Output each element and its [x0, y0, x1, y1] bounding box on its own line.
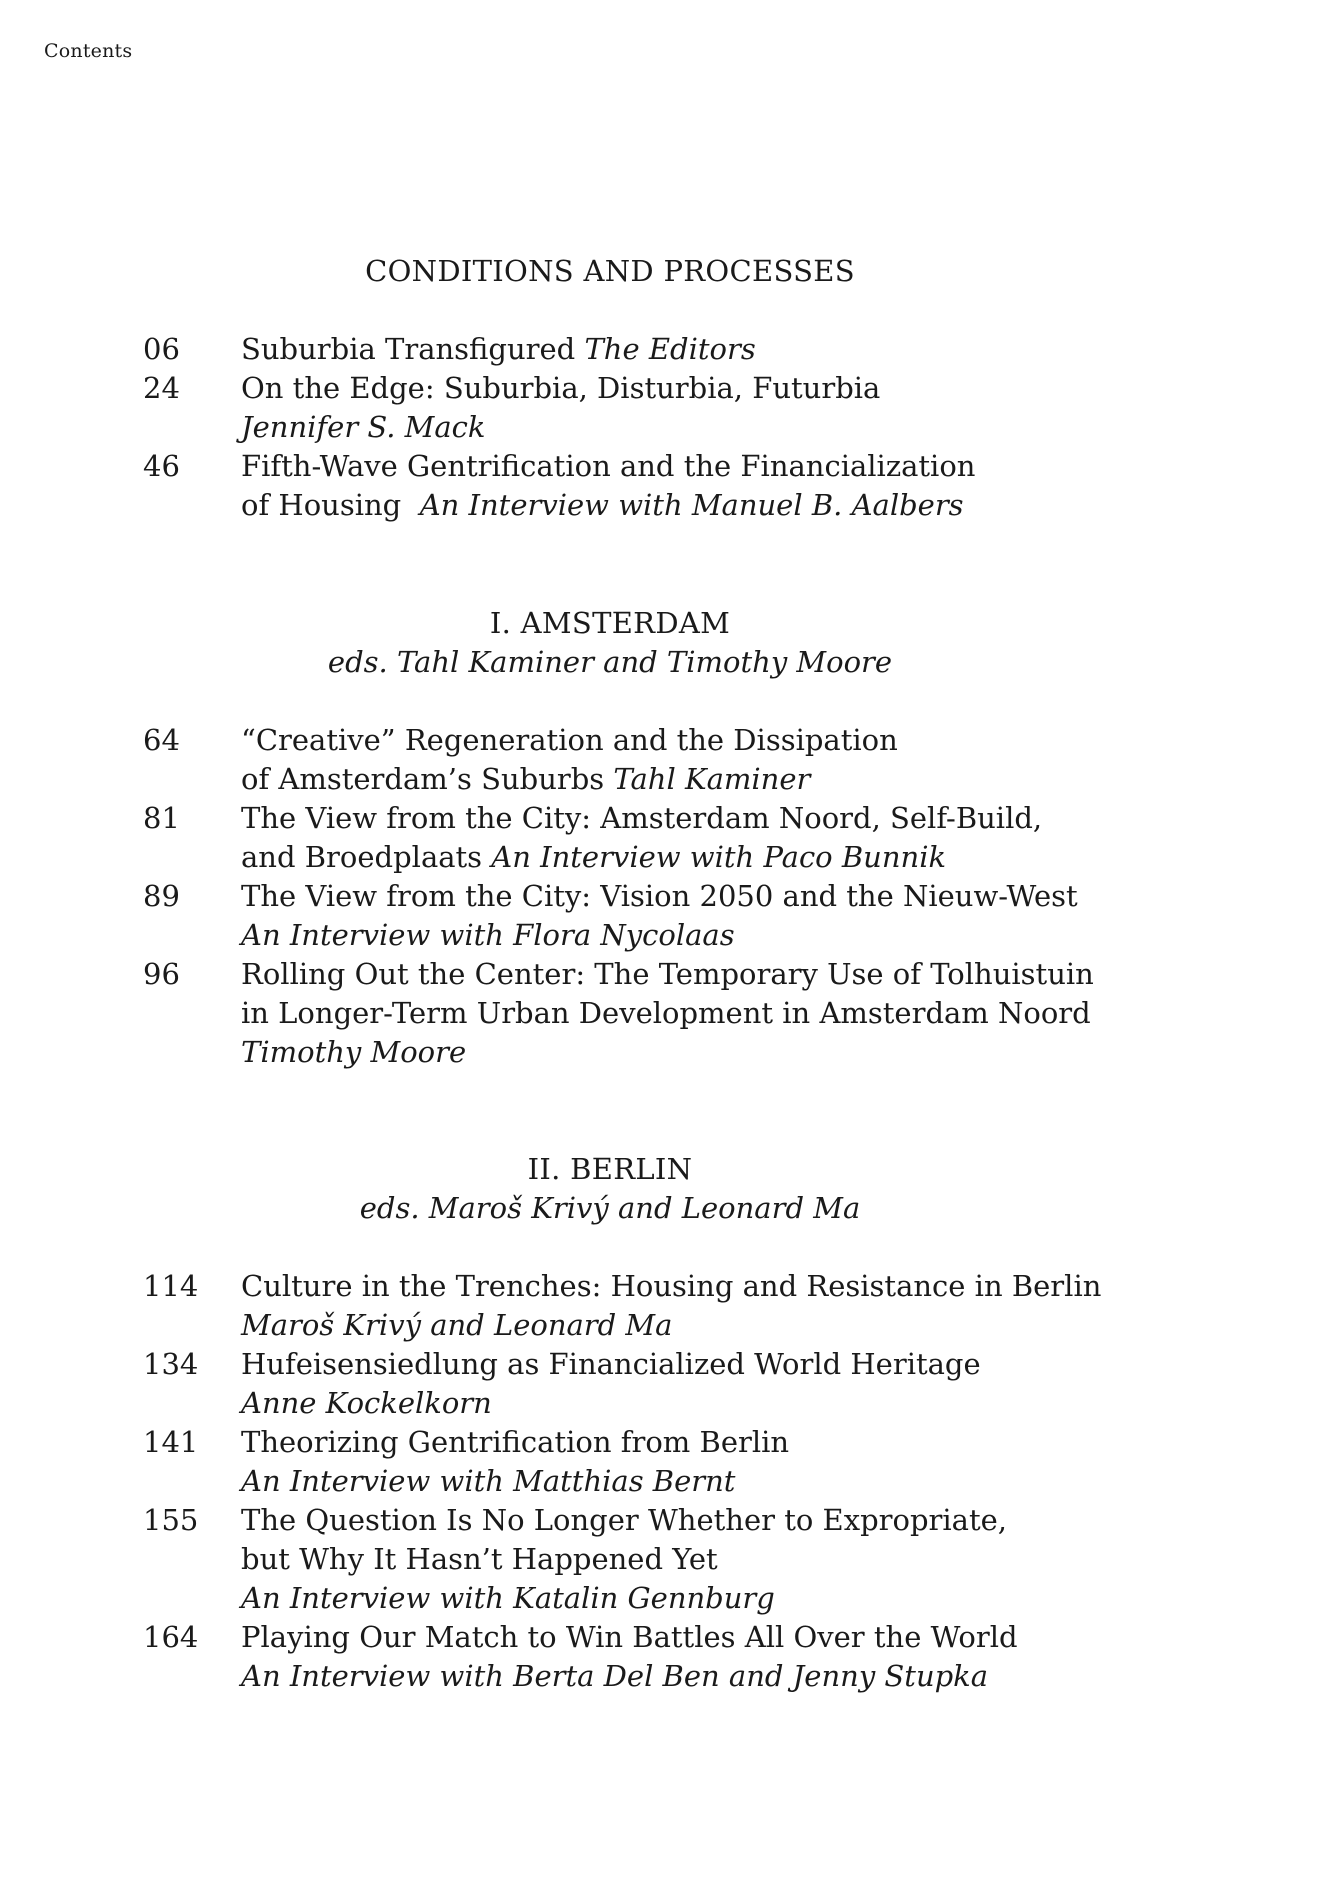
entry-body [241, 1423, 1301, 1501]
entry-body: “Creative” Regeneration and the Dissipation of Amsterdam’s Suburbs Tahl Kaminer [241, 723, 898, 796]
entry-title: The View from the City: Vision 2050 and the Nieuw-West [241, 879, 1078, 913]
entry-page-number: 114 [143, 1269, 199, 1303]
entry-body: Fifth-Wave Gentrification and the Financialization of Housing An Interview with Manuel B. Aalbers [241, 449, 976, 522]
entry-body: Rolling Out the Center: The Temporary Use of Tolhuistuin in Longer-Term Urban Development in Amsterdam Noord Timothy Moore [241, 957, 1094, 1069]
entry-author: Anne Kockelkorn [241, 1386, 492, 1420]
entry-body [241, 877, 1301, 955]
entry-page-number: 89 [143, 879, 180, 913]
entry-title: Fifth-Wave Gentrification and the Financialization [241, 449, 976, 483]
entry-title: On the Edge: Suburbia, Disturbia, Futurbia [241, 371, 881, 405]
entry-title: Hufeisensiedlung as Financialized World Heritage [241, 1347, 981, 1381]
entry-title: Rolling Out the Center: The Temporary Use of Tolhuistuin [241, 957, 1094, 991]
entry-body [241, 330, 1301, 369]
entry-page-number: 96 [143, 957, 180, 991]
section-editors-amsterdam: eds. Tahl Kaminer and Timothy Moore [327, 645, 893, 679]
entry-author: Maroš Krivý and Leonard Ma [241, 1308, 673, 1342]
entry-author: An Interview with Berta Del Ben and Jenny Stupka [241, 1659, 989, 1693]
entry-page-number: 164 [143, 1620, 199, 1654]
entry-page-number: 81 [143, 801, 180, 835]
entry-author: Jennifer S. Mack [241, 410, 486, 444]
entry-page-number: 64 [143, 723, 180, 757]
entry-author: An Interview with Katalin Gennburg [241, 1581, 775, 1615]
entry-author: An Interview with Paco Bunnik [491, 840, 947, 874]
section-title-berlin: II. BERLIN [527, 1152, 693, 1186]
entry-body [241, 1267, 1301, 1345]
entry-author: Timothy Moore [241, 1035, 467, 1069]
entry-author: The Editors [584, 332, 756, 366]
entry-author: An Interview with Manuel B. Aalbers [419, 488, 964, 522]
entry-body: The Question Is No Longer Whether to Expropriate, but Why It Hasn’t Happened Yet An Interview with Katalin Gennburg [241, 1503, 1007, 1615]
entry-page-number: 46 [143, 449, 180, 483]
entry-author: Tahl Kaminer [613, 762, 811, 796]
entry-title: Theorizing Gentrification from Berlin [241, 1425, 790, 1459]
entry-page-number: 24 [143, 371, 180, 405]
entry-title: Playing Our Match to Win Battles All Over the World [241, 1620, 1018, 1654]
section-title-amsterdam: I. AMSTERDAM [489, 606, 731, 640]
entry-body [241, 1345, 1301, 1423]
entry-title: Culture in the Trenches: Housing and Resistance in Berlin [241, 1269, 1102, 1303]
entry-author: An Interview with Matthias Bernt [241, 1464, 736, 1498]
entry-body: The View from the City: Amsterdam Noord, Self-Build, and Broedplaats An Interview with Paco Bunnik [241, 801, 1043, 874]
entry-page-number: 134 [143, 1347, 199, 1381]
entry-title: The Question Is No Longer Whether to Expropriate, [241, 1503, 1007, 1537]
section-editors-berlin: eds. Maroš Krivý and Leonard Ma [359, 1191, 861, 1225]
section-title-conditions: CONDITIONS AND PROCESSES [365, 254, 855, 288]
entry-page-number: 155 [143, 1503, 199, 1537]
entry-page-number: 06 [143, 332, 180, 366]
entry-body [241, 369, 1301, 447]
entry-title: Suburbia Transfigured [241, 332, 585, 366]
entry-page-number: 141 [143, 1425, 199, 1459]
entry-title: The View from the City: Amsterdam Noord, Self-Build, [241, 801, 1043, 835]
entry-body [241, 1618, 1301, 1696]
entry-title: “Creative” Regeneration and the Dissipation [241, 723, 898, 757]
entry-author: An Interview with Flora Nycolaas [241, 918, 735, 952]
running-head: Contents [44, 40, 133, 62]
